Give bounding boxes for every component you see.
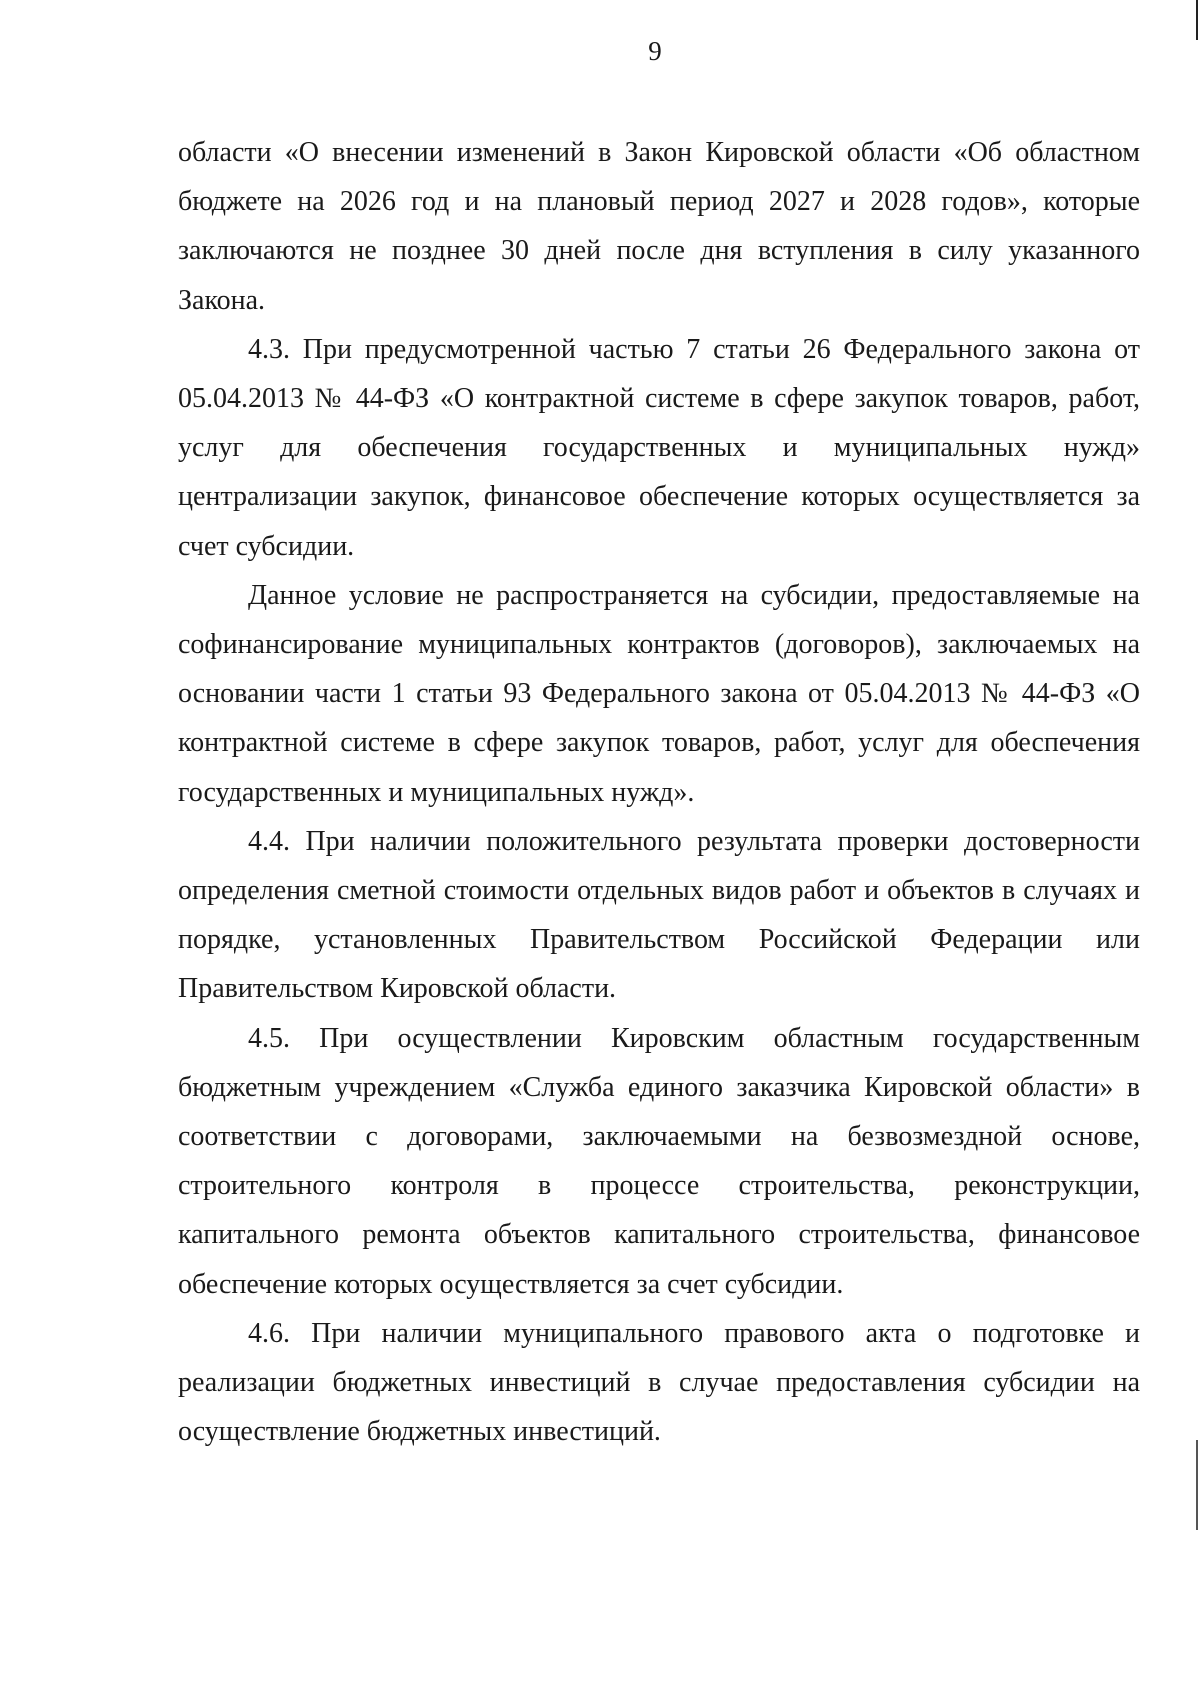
scan-edge-line xyxy=(1196,0,1198,1684)
paragraph-4-4: 4.4. При наличии положительного результата проверки достоверности определения сметной стоимости отдельных видов работ и объектов в случаях и порядке, установленных Правительством Российской Федерации или Правительством Кировской области. xyxy=(178,825,1140,1005)
page-number: 9 xyxy=(648,36,662,66)
document-body xyxy=(178,128,1140,1456)
paragraph-continuation: области «О внесении изменений в Закон Кировской области «Об областном бюджете на 2026 год и на плановый период 2027 и 2028 годов», которые заключаются не позднее 30 дней после дня вступления в силу указанного Закона. xyxy=(178,137,1140,316)
paragraph-exception: Данное условие не распространяется на субсидии, предоставляемые на софинансирование муниципальных контрактов (договоров), заключаемых на основании части 1 статьи 93 Федерального закона от 05.04.2013 № 44-ФЗ «О контрактной системе в сфере закупок товаров, работ, услуг для обеспечения государственных и муниципальных нужд». xyxy=(178,579,1140,808)
paragraph-4-5: 4.5. При осуществлении Кировским областным государственным бюджетным учреждением «Служба единого заказчика Кировской области» в соответствии с договорами, заключаемыми на безвозмездной основе, строительного контроля в процессе строительства, реконструкции, капитального ремонта объектов капитального строительства, финансовое обеспечение которых осуществляется за счет субсидии. xyxy=(178,1022,1140,1300)
paragraph-4-3: 4.3. При предусмотренной частью 7 статьи 26 Федерального закона от 05.04.2013 № 44-ФЗ «О контрактной системе в сфере закупок товаров, работ, услуг для обеспечения государственных и муниципальных нужд» централизации закупок, финансовое обеспечение которых осуществляется за счет субсидии. xyxy=(178,333,1140,562)
paragraph-4-6: 4.6. При наличии муниципального правового акта о подготовке и реализации бюджетных инвестиций в случае предоставления субсидии на осуществление бюджетных инвестиций. xyxy=(178,1317,1140,1448)
